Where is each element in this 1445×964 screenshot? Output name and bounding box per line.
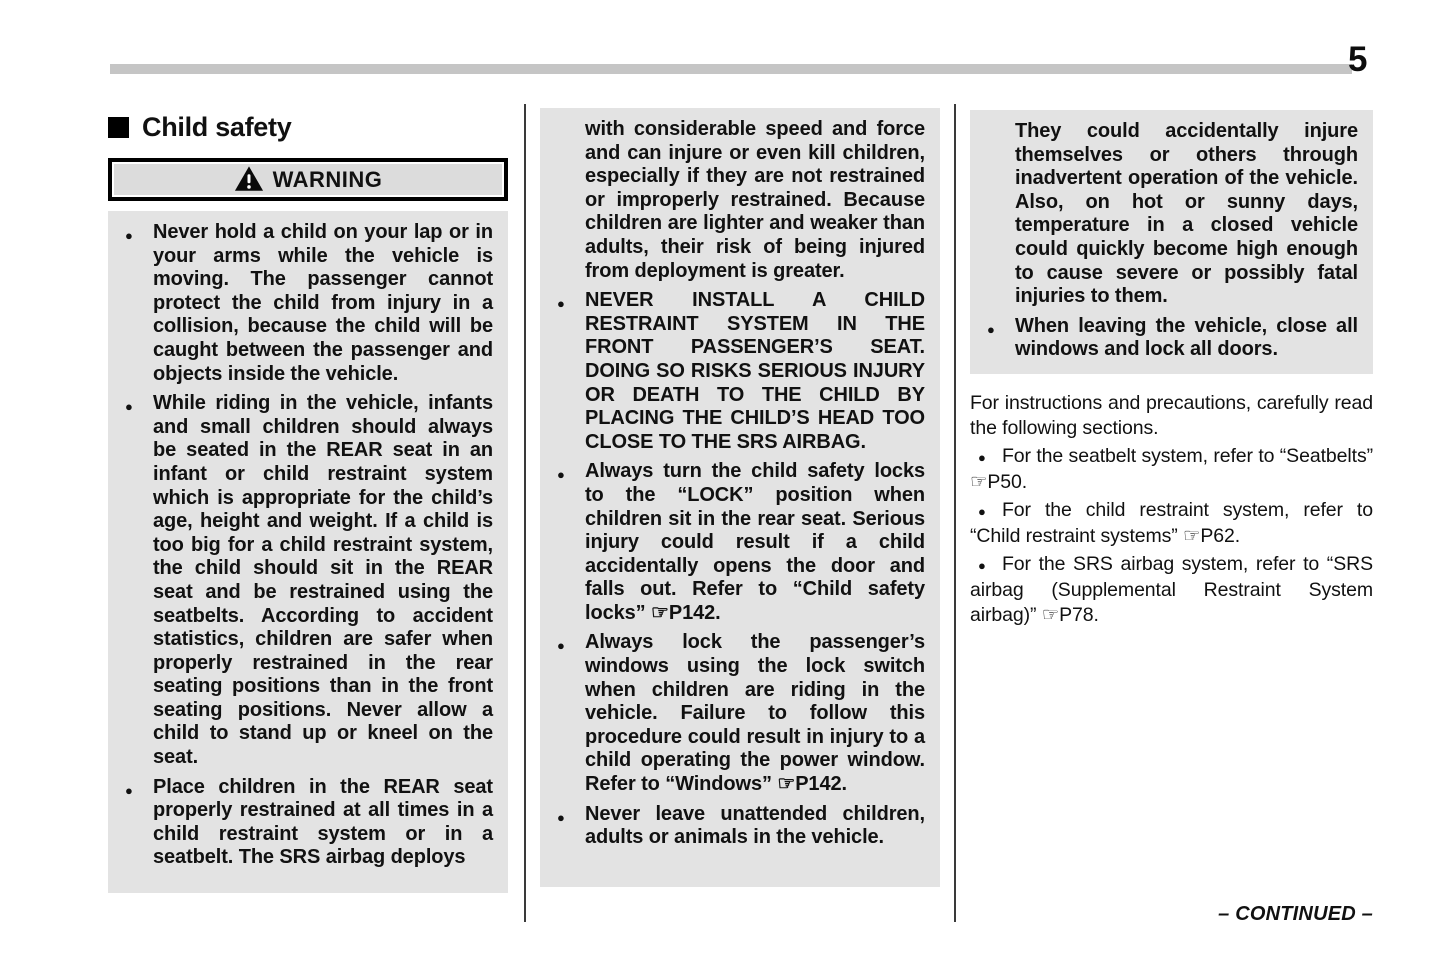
warning-continuation-paragraph: with considerable speed and force and can injure or even kill children, especially if they are not restrained or improperly restrained. Because children are lighter and weaker than adults, their risk of being injured from deployment is greater.: [585, 118, 925, 282]
warning-triangle-icon: [234, 165, 264, 192]
warning-content-box: [970, 110, 1373, 374]
reference-intro: For instructions and precautions, carefully read the following sections.: [970, 392, 1373, 439]
middle-column: [540, 108, 940, 887]
continued-marker: – CONTINUED –: [1218, 903, 1373, 925]
section-marker-icon: [108, 117, 129, 138]
reference-section: [970, 391, 1373, 628]
warning-bullet-item: ● While riding in the vehicle, infants and small children should always be seated in the REAR seat in an infant or child restraint system which is appropriate for the child’s age, height and weight. If a child is too big for a child restraint system, the child should sit in the REAR seat and be restrained using the seatbelts. According to accident statistics, children are safer when properly restrained in the rear seating positions than in the front seating positions. Never allow a child to stand up or kneel on the seat.: [108, 392, 493, 770]
warning-header: [114, 164, 502, 195]
warning-content-box: [108, 211, 508, 893]
warning-header-box: [108, 158, 508, 201]
warning-bullet-item: ● Place children in the REAR seat properly restrained at all times in a child restraint system or in a seatbelt. The SRS airbag deploys: [108, 776, 493, 870]
column-divider: [954, 104, 956, 922]
section-heading: [108, 112, 508, 143]
warning-bullet-item: ● Always lock the passenger’s windows using the lock switch when children are riding in the vehicle. Failure to follow this procedure could result in injury to a child operating the power window. Refer to “Windows” ☞P142.: [540, 631, 925, 796]
column-divider: [524, 104, 526, 922]
warning-bullet-item: ● NEVER INSTALL A CHILD RESTRAINT SYSTEM IN THE FRONT PASSENGER’S SEAT. DOING SO RISKS SERIOUS INJURY OR DEATH TO THE CHILD BY PLACING THE CHILD’S HEAD TOO CLOSE TO THE SRS AIRBAG.: [540, 289, 925, 454]
section-title: Child safety: [142, 112, 292, 142]
page-number: 5: [1348, 40, 1368, 79]
warning-bullet-item: ● Always turn the child safety locks to the “LOCK” position when children sit in the rear seat. Serious injury could result if a child accidentally opens the door and falls out. Refer to “Child safety locks” ☞P142.: [540, 460, 925, 625]
warning-content-box: [540, 108, 940, 887]
warning-label: WARNING: [272, 166, 383, 192]
warning-bullet-item: ● Never hold a child on your lap or in your arms while the vehicle is moving. The passenger cannot protect the child from injury in a collision, because the child will be caught between the passenger and objects inside the vehicle.: [108, 221, 493, 386]
reference-bullet-item: ● For the seatbelt system, refer to “Seatbelts” ☞P50.: [970, 444, 1373, 495]
right-column: [970, 110, 1373, 631]
warning-bullet-item: ● When leaving the vehicle, close all windows and lock all doors.: [970, 315, 1358, 362]
warning-continuation-paragraph: They could accidentally injure themselves or others through inadvertent operation of the vehicle. Also, on hot or sunny days, temperature in a closed vehicle could quickly become high enough to cause severe or possibly fatal injuries to them.: [1015, 120, 1358, 308]
reference-bullet-item: ● For the SRS airbag system, refer to “SRS airbag (Supplemental Restraint System airbag)” ☞P78.: [970, 552, 1373, 628]
warning-bullet-item: ● Never leave unattended children, adults or animals in the vehicle.: [540, 803, 925, 850]
header-rule-bar: [110, 64, 1352, 74]
reference-bullet-item: ● For the child restraint system, refer to “Child restraint systems” ☞P62.: [970, 498, 1373, 549]
left-column: [108, 112, 508, 893]
